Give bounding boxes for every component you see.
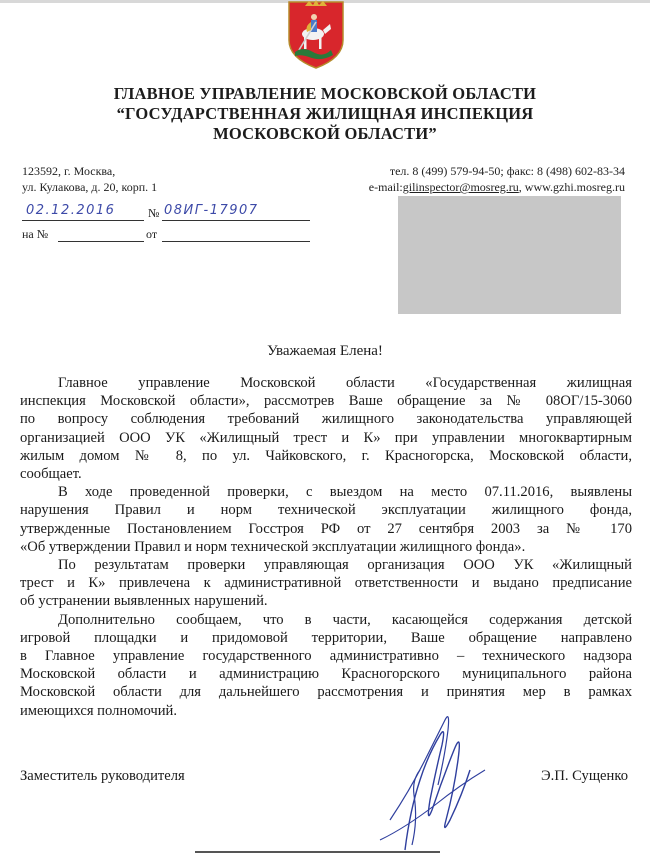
address-line: ул. Кулакова, д. 20, корп. 1 [22,180,158,194]
handwritten-number: 08ИГ-17907 [164,203,259,218]
website-text: , www.gzhi.mosreg.ru [518,180,625,194]
text-line: об устранении выявленных нарушений. [20,593,268,610]
address-line: 123592, г. Москва, [22,164,116,178]
text-line: Московской области для дальнейшего рассмотрения и принятия мер в рамках [20,684,632,701]
reply-date-field [162,227,310,242]
organization-title-line: “ГОСУДАРСТВЕННАЯ ЖИЛИЩНАЯ ИНСПЕКЦИЯ [116,104,534,123]
reply-to-label: на № [22,227,49,241]
phone-fax-line: тел. 8 (499) 579-94-50; факс: 8 (498) 602-83-34 [389,164,625,178]
organization-title-line: МОСКОВСКОЙ ОБЛАСТИ” [213,124,437,143]
text-line: По результатам проверки управляющая организация ООО УК «Жилищный [58,557,632,574]
signatory-position: Заместитель руководителя [20,768,185,784]
postal-address [22,163,157,195]
salutation: Уважаемая Елена! [267,343,383,359]
email-web-line [369,179,625,195]
handwritten-date: 02.12.2016 [26,203,116,218]
text-line: жилым домом № 8, по ул. Чайковского, г. Красногорска, Московской области, [20,447,632,464]
number-field [162,203,310,221]
text-line: Московской области и администрацию Красногорского муниципального района [20,666,632,683]
text-line: Главное управление Московской области «Государственная жилищная [58,375,632,391]
signatory-name: Э.П. Сущенко [541,768,628,784]
reply-number-field [58,227,144,242]
text-line: в Главное управление государственного административно – технического надзора [20,648,632,665]
number-label: № [148,206,160,220]
email-link[interactable]: gilinspector@mosreg.ru [402,180,519,194]
organization-title [0,84,650,144]
paragraph [20,556,632,611]
coat-of-arms-icon [281,0,351,70]
from-label: от [146,227,158,241]
text-line: трест и К» привлечена к административной ответственности и выдано предписание [20,575,632,592]
paragraph [20,611,632,720]
letter-body [20,374,632,720]
text-line: организацией ООО УК «Жилищный трест и К» при управлении многоквартирным [20,429,632,446]
text-line: утвержденные Постановлением Госстроя РФ от 27 сентября 2003 за № 170 [20,520,632,537]
text-line: «Об утверждении Правил и норм технической эксплуатации жилищного фонда». [20,538,526,555]
paragraph [20,374,632,483]
page-bottom-rule [195,851,440,853]
reply-reference [22,227,312,243]
contact-details [369,163,625,195]
text-line: Дополнительно сообщаем, что в части, касающейся содержания детской [58,611,632,628]
registration-date-number [22,203,312,222]
email-prefix: e-mail: [368,180,403,194]
text-line: нарушения Правил и норм технической эксплуатации жилищного фонда, [20,502,632,519]
text-line: В ходе проведенной проверки, с выездом на место 07.11.2016, выявлены [58,484,632,501]
text-line: имеющихся полномочий. [20,702,177,719]
organization-title-line: ГЛАВНОЕ УПРАВЛЕНИЕ МОСКОВСКОЙ ОБЛАСТИ [113,84,537,103]
date-field [22,203,144,221]
paragraph [20,483,632,556]
text-line: сообщает. [20,466,82,483]
redacted-recipient-block [398,196,621,314]
handwritten-signature [350,700,500,855]
text-line: по вопросу соблюдения требований жилищного законодательства управляющей [20,411,632,428]
text-line: инспекция Московской области», рассмотрев Ваше обращение за № 08ОГ/15-3060 [20,393,632,410]
text-line: игровой площадки и придомовой территории, Ваше обращение направлено [20,629,632,646]
